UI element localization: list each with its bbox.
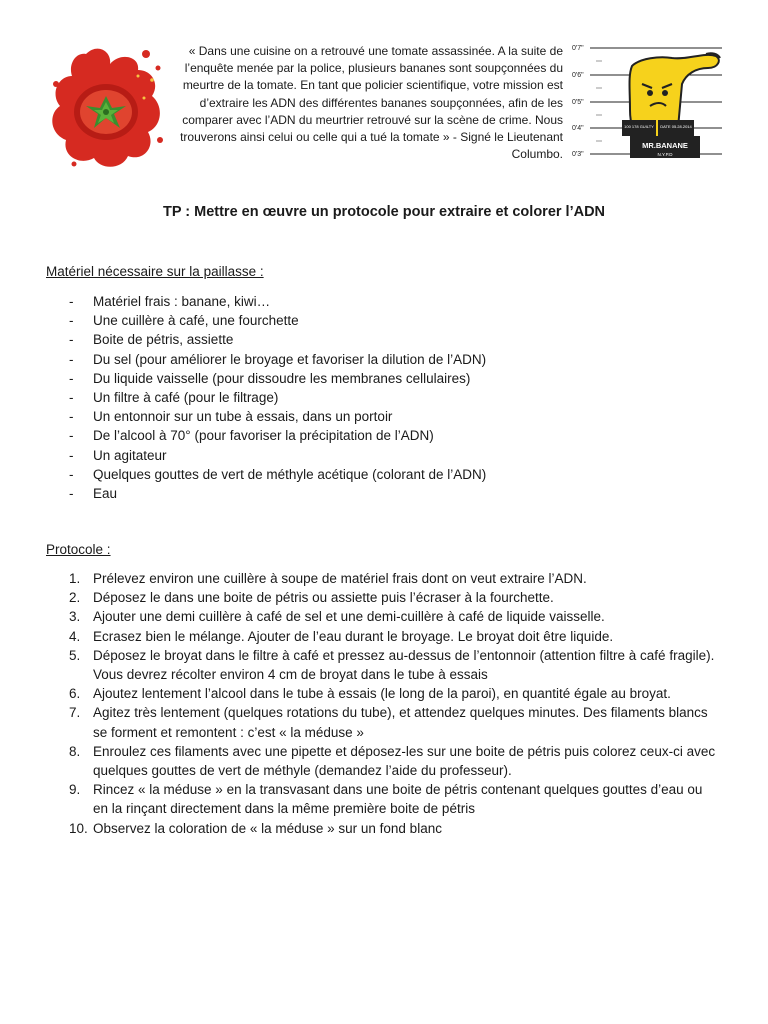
step-text: Rincez « la méduse » en la transvasant dans une boite de pétris contenant quelques gouttes d’eau ou en la rinçant directement dans la même première boite de pétris [93,782,703,817]
list-item: - Un entonnoir sur un tube à essais, dans un portoir [46,407,726,426]
list-item: - Quelques gouttes de vert de méthyle acétique (colorant de l’ADN) [46,465,726,484]
protocol-step [46,819,718,838]
materials-heading: Matériel nécessaire sur la paillasse : [46,264,264,279]
protocol-step [46,607,718,626]
protocol-list [46,569,718,838]
list-item: - Un agitateur [46,446,726,465]
protocol-step [46,703,718,741]
step-number: 10. [69,820,88,836]
intro-paragraph: « Dans une cuisine on a retrouvé une tomate assassinée. A la suite de l’enquête menée par la police, plusieurs bananes sont soupçonnées du meurtre de la tomate. En tant que policier scientifique, votre mission est d’extraire les ADN des différentes bananes soupçonnées, afin de les comparer avec l’ADN du meurtrier retrouvé sur la scène de crime. Nous trouverons ainsi celui ou celle qui a tué la tomate » - Signé le Lieutenant Columbo. [180,44,563,162]
protocol-step [46,646,718,684]
document-title: TP : Mettre en œuvre un protocole pour extraire et colorer l’ADN [162,204,606,220]
mugshot-sign-right: DATE 05.28.2014 [660,124,692,129]
list-item: - Du sel (pour améliorer le broyage et favoriser la dilution de l’ADN) [46,350,726,369]
protocol-step [46,588,718,607]
list-item: - Une cuillère à café, une fourchette [46,311,726,330]
list-item: - Du liquide vaisselle (pour dissoudre les membranes cellulaires) [46,369,726,388]
step-text: Observez la coloration de « la méduse » sur un fond blanc [93,820,442,836]
mugshot-sign-left: 100 178 GUILTY [624,124,654,129]
height-mark: 0'3" [572,151,584,158]
step-number: 6. [69,686,81,702]
list-item: - Eau [46,484,726,503]
mugshot-sign-name: MR.BANANE [642,141,688,150]
step-text: Ajouter une demi cuillère à café de sel et une demi-cuillère à café de liquide vaisselle. [93,609,605,625]
step-number: 2. [69,590,81,606]
step-text: Ajoutez lentement l’alcool dans le tube à essais (le long de la paroi), en quantité égale au broyat. [93,686,671,702]
step-text: Déposez le broyat dans le filtre à café et pressez au-dessus de l’entonnoir (attention filtre à café fragile). Vous devrez récolter environ 4 cm de broyat dans le tube à essais [93,647,715,683]
step-number: 8. [69,743,81,759]
protocol-heading: Protocole : [46,542,111,557]
list-item: - De l’alcool à 70° (pour favoriser la précipitation de l’ADN) [46,426,726,445]
protocol-step [46,569,718,588]
protocol-step [46,742,718,780]
protocol-step [46,627,718,646]
step-text: Déposez le dans une boite de pétris ou assiette puis l’écraser à la fourchette. [93,590,554,606]
tomato-illustration [48,40,166,172]
mugshot-sign-sub: N.Y.P.D [657,152,673,157]
step-number: 3. [69,609,81,625]
height-mark: 0'6" [572,72,584,79]
materials-list [46,292,726,503]
height-mark: 0'4" [572,125,584,132]
step-text: Ecrasez bien le mélange. Ajouter de l’eau durant le broyage. Le broyat doit être liquide. [93,628,614,644]
step-number: 7. [69,705,81,721]
list-item: - Matériel frais : banane, kiwi… [46,292,726,311]
banana-mugshot-illustration [572,40,722,162]
list-item: - Un filtre à café (pour le filtrage) [46,388,726,407]
step-number: 1. [69,571,81,586]
protocol-step [46,780,718,818]
step-number: 4. [69,628,81,644]
step-text: Enroulez ces filaments avec une pipette et déposez-les sur une boite de pétris puis colorez ceux-ci avec quelques gouttes de vert de méthyle (demandez l’aide du professeur). [93,743,716,779]
height-mark: 0'5" [572,99,584,106]
height-mark: 0'7" [572,45,584,52]
protocol-step [46,684,718,703]
step-text: Agitez très lentement (quelques rotations du tube), et attendez quelques minutes. Des filaments blancs se forment et remontent : c’est « la méduse » [93,705,708,740]
step-number: 5. [69,647,81,663]
step-text: Prélevez environ une cuillère à soupe de matériel frais dont on veut extraire l’ADN. [93,571,587,586]
step-number: 9. [69,782,81,798]
list-item: - Boite de pétris, assiette [46,330,726,349]
